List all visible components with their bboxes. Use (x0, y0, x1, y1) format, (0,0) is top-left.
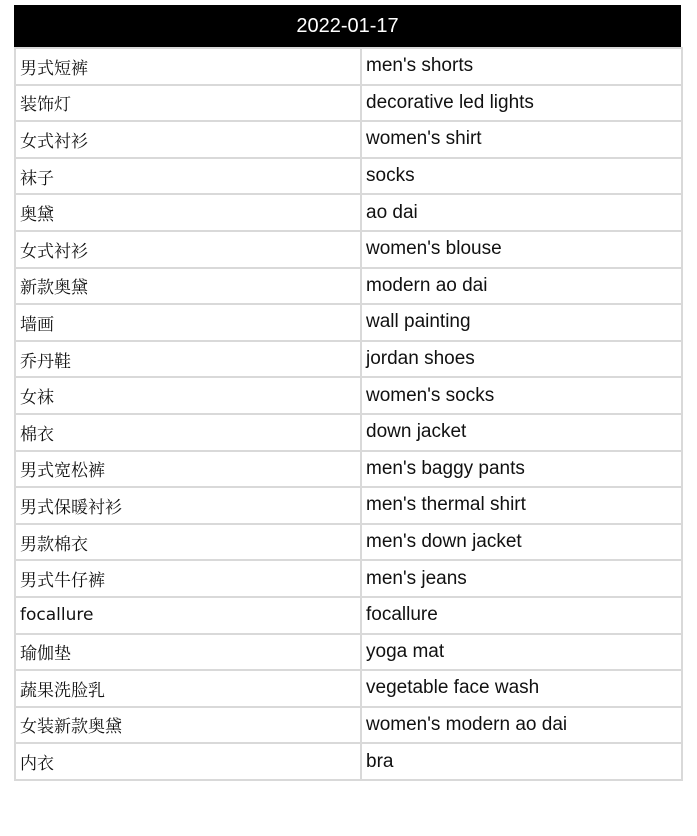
english-term-cell: ao dai (361, 194, 682, 231)
table-row (15, 597, 682, 634)
english-term-cell: yoga mat (361, 634, 682, 671)
english-term-cell: men's thermal shirt (361, 487, 682, 524)
table-row (15, 451, 682, 488)
english-term-cell: men's down jacket (361, 524, 682, 561)
english-term-cell: men's shorts (361, 48, 682, 85)
table-row (15, 121, 682, 158)
english-term-cell: jordan shoes (361, 341, 682, 378)
chinese-term-cell: 男式宽松裤 (15, 451, 361, 488)
date-header (14, 5, 681, 47)
chinese-term-cell: 蔬果洗脸乳 (15, 670, 361, 707)
table-row (15, 670, 682, 707)
chinese-term-cell: 瑜伽垫 (15, 634, 361, 671)
chinese-term-cell: 男式牛仔裤 (15, 560, 361, 597)
chinese-term-cell: 男式短裤 (15, 48, 361, 85)
chinese-term-cell: 乔丹鞋 (15, 341, 361, 378)
table-row (15, 231, 682, 268)
table-row (15, 158, 682, 195)
chinese-term-cell: focallure (15, 597, 361, 634)
english-term-cell: focallure (361, 597, 682, 634)
keyword-table (14, 47, 683, 781)
table-row (15, 743, 682, 780)
english-term-cell: women's shirt (361, 121, 682, 158)
chinese-term-cell: 棉衣 (15, 414, 361, 451)
table-row (15, 194, 682, 231)
table-row (15, 48, 682, 85)
chinese-term-cell: 男式保暖衬衫 (15, 487, 361, 524)
keyword-table-body (15, 48, 682, 780)
table-row (15, 487, 682, 524)
english-term-cell: men's jeans (361, 560, 682, 597)
english-term-cell: decorative led lights (361, 85, 682, 122)
chinese-term-cell: 墙画 (15, 304, 361, 341)
table-row (15, 524, 682, 561)
english-term-cell: women's modern ao dai (361, 707, 682, 744)
english-term-cell: women's socks (361, 377, 682, 414)
table-row (15, 304, 682, 341)
english-term-cell: modern ao dai (361, 268, 682, 305)
translation-table (14, 5, 681, 781)
table-row (15, 634, 682, 671)
english-term-cell: men's baggy pants (361, 451, 682, 488)
english-term-cell: bra (361, 743, 682, 780)
chinese-term-cell: 奥黛 (15, 194, 361, 231)
english-term-cell: down jacket (361, 414, 682, 451)
chinese-term-cell: 女装新款奥黛 (15, 707, 361, 744)
english-term-cell: vegetable face wash (361, 670, 682, 707)
chinese-term-cell: 内衣 (15, 743, 361, 780)
table-row (15, 268, 682, 305)
english-term-cell: socks (361, 158, 682, 195)
chinese-term-cell: 女式衬衫 (15, 121, 361, 158)
english-term-cell: wall painting (361, 304, 682, 341)
chinese-term-cell: 新款奥黛 (15, 268, 361, 305)
chinese-term-cell: 女袜 (15, 377, 361, 414)
chinese-term-cell: 女式衬衫 (15, 231, 361, 268)
chinese-term-cell: 装饰灯 (15, 85, 361, 122)
table-row (15, 85, 682, 122)
table-row (15, 707, 682, 744)
english-term-cell: women's blouse (361, 231, 682, 268)
table-row (15, 414, 682, 451)
table-row (15, 560, 682, 597)
chinese-term-cell: 袜子 (15, 158, 361, 195)
table-row (15, 341, 682, 378)
date-header-text: 2022-01-17 (296, 14, 399, 37)
table-row (15, 377, 682, 414)
chinese-term-cell: 男款棉衣 (15, 524, 361, 561)
